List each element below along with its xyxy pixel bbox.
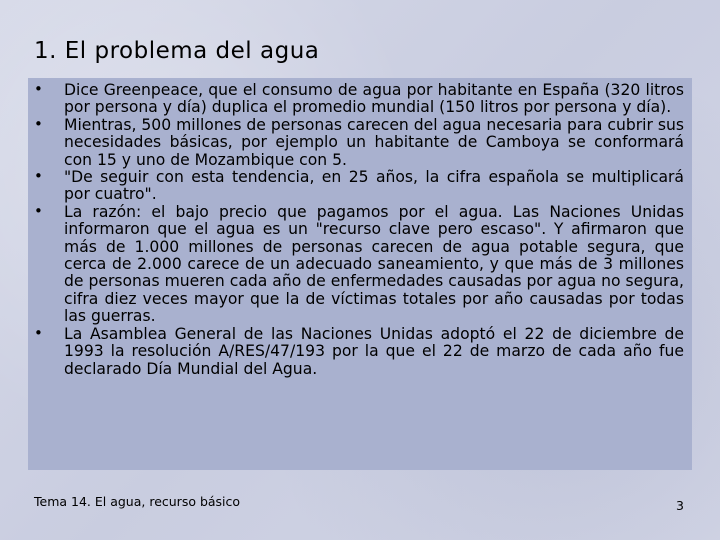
page-number: 3	[676, 498, 684, 513]
bullet-text: Dice Greenpeace, que el consumo de agua por habitante en España (320 litros por persona y día) duplica el promedio mundial (150 litros por persona y día).	[64, 81, 684, 117]
bullet-item	[34, 169, 684, 204]
bullet-text: "De seguir con esta tendencia, en 25 años, la cifra española se multiplicará por cuatro".	[64, 168, 684, 204]
slide-title: 1. El problema del agua	[34, 38, 320, 64]
bullet-marker: •	[34, 167, 43, 186]
bullet-item	[34, 114, 684, 169]
footer-text: Tema 14. El agua, recurso básico	[34, 494, 241, 509]
bullet-marker: •	[34, 201, 43, 220]
bullet-item	[34, 323, 684, 378]
bullet-item	[34, 201, 684, 326]
bullet-item	[34, 82, 684, 117]
bullet-marker: •	[34, 114, 43, 133]
bullet-marker: •	[34, 80, 43, 98]
bullet-marker: •	[34, 323, 43, 342]
bullet-text: La Asamblea General de las Naciones Unidas adoptó el 22 de diciembre de 1993 la resolución A/RES/47/193 por la que el 22 de marzo de cada año fue declarado Día Mundial del Agua.	[64, 324, 684, 378]
bullet-list	[34, 82, 684, 378]
bullet-text: Mientras, 500 millones de personas carecen del agua necesaria para cubrir sus necesidades básicas, por ejemplo un habitante de Camboya se conformará con 15 y uno de Mozambique con 5.	[64, 115, 684, 169]
bullet-text: La razón: el bajo precio que pagamos por el agua. Las Naciones Unidas informaron que el agua es un "recurso clave pero escaso". Y afirmaron que más de 1.000 millones de personas carecen de agua potable segura, que cerca de 2.000 carece de un adecuado saneamiento, y que más de 3 millones de personas mueren cada año de enfermedades causadas por agua no segura, cifra diez veces mayor que la de víctimas totales por año causadas por todas las guerras.	[64, 202, 684, 326]
